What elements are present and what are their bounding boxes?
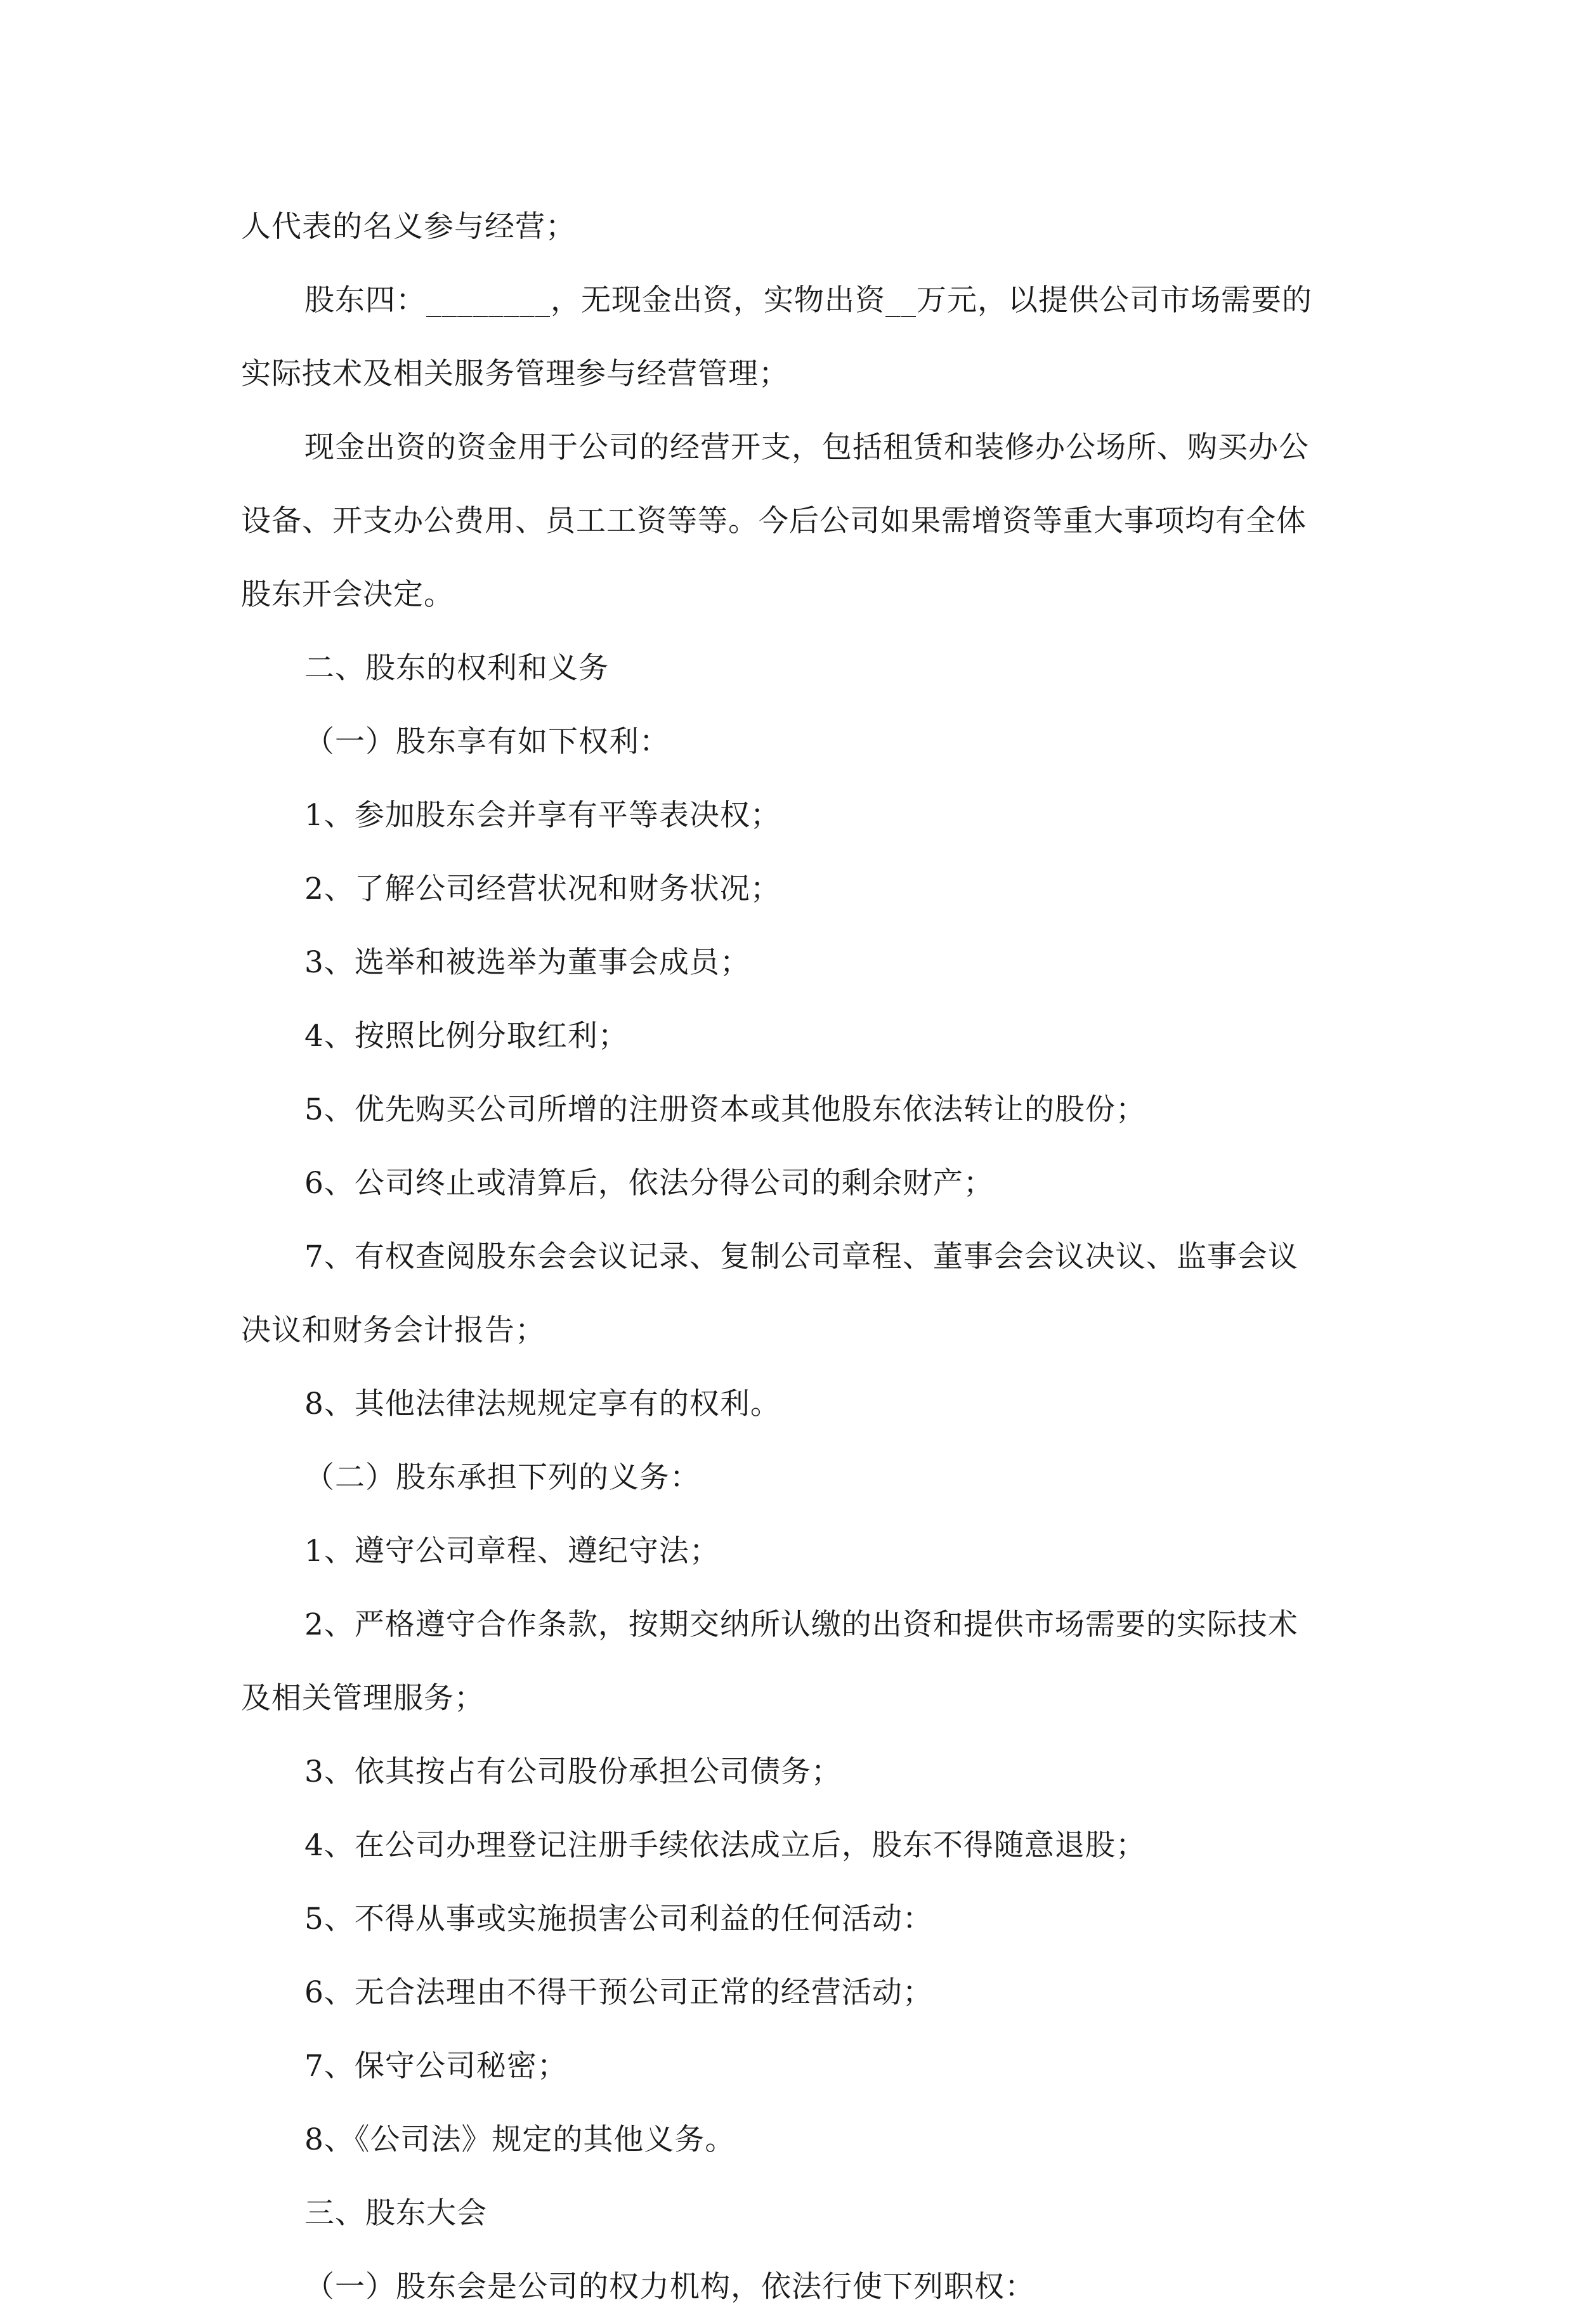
list-item: 1、遵守公司章程、遵纪守法； (304, 1534, 720, 1569)
list-item: 4、按照比例分取红利； (304, 1019, 629, 1054)
list-item: 2、严格遵守合作条款，按期交纳所认缴的出资和提供市场需要的实际技术 (304, 1607, 1298, 1642)
text-line: 决议和财务会计报告； (241, 1313, 545, 1348)
list-item: 2、了解公司经营状况和财务状况； (304, 872, 781, 906)
list-item: 5、不得从事或实施损害公司利益的任何活动： (304, 1902, 933, 1936)
subsection-heading: （一）股东会是公司的权力机构，依法行使下列职权： (304, 2269, 1035, 2304)
list-item: 1、参加股东会并享有平等表决权； (304, 798, 781, 833)
subsection-heading: （一）股东享有如下权利： (304, 724, 670, 759)
list-item: 8、《公司法》规定的其他义务。 (304, 2122, 736, 2157)
list-item: 3、选举和被选举为董事会成员； (304, 945, 750, 980)
subsection-heading: （二）股东承担下列的义务： (304, 1460, 700, 1495)
section-heading: 三、股东大会 (304, 2196, 487, 2231)
list-item: 3、依其按占有公司股份承担公司债务； (304, 1754, 842, 1789)
text-line: 股东四：________，无现金出资，实物出资__万元，以提供公司市场需要的 (304, 283, 1312, 318)
list-item: 6、无合法理由不得干预公司正常的经营活动； (304, 1975, 933, 2010)
list-item: 6、公司终止或清算后，依法分得公司的剩余财产； (304, 1166, 994, 1201)
text-line: 及相关管理服务； (241, 1681, 485, 1716)
section-heading: 二、股东的权利和义务 (304, 651, 609, 686)
text-line: 人代表的名义参与经营； (241, 209, 576, 244)
text-line: 现金出资的资金用于公司的经营开支，包括租赁和装修办公场所、购买办公 (304, 430, 1309, 465)
text-line: 实际技术及相关服务管理参与经营管理； (241, 356, 789, 391)
text-line: 设备、开支办公费用、员工工资等等。今后公司如果需增资等重大事项均有全体 (241, 504, 1307, 539)
list-item: 7、有权查阅股东会会议记录、复制公司章程、董事会会议决议、监事会议 (304, 1239, 1298, 1274)
list-item: 7、保守公司秘密； (304, 2049, 568, 2084)
document-body (241, 190, 1345, 2324)
text-line: 股东开会决定。 (241, 577, 454, 612)
list-item: 5、优先购买公司所增的注册资本或其他股东依法转让的股份； (304, 1092, 1146, 1127)
list-item: 8、其他法律法规规定享有的权利。 (304, 1387, 781, 1421)
list-item: 4、在公司办理登记注册手续依法成立后，股东不得随意退股； (304, 1828, 1146, 1863)
